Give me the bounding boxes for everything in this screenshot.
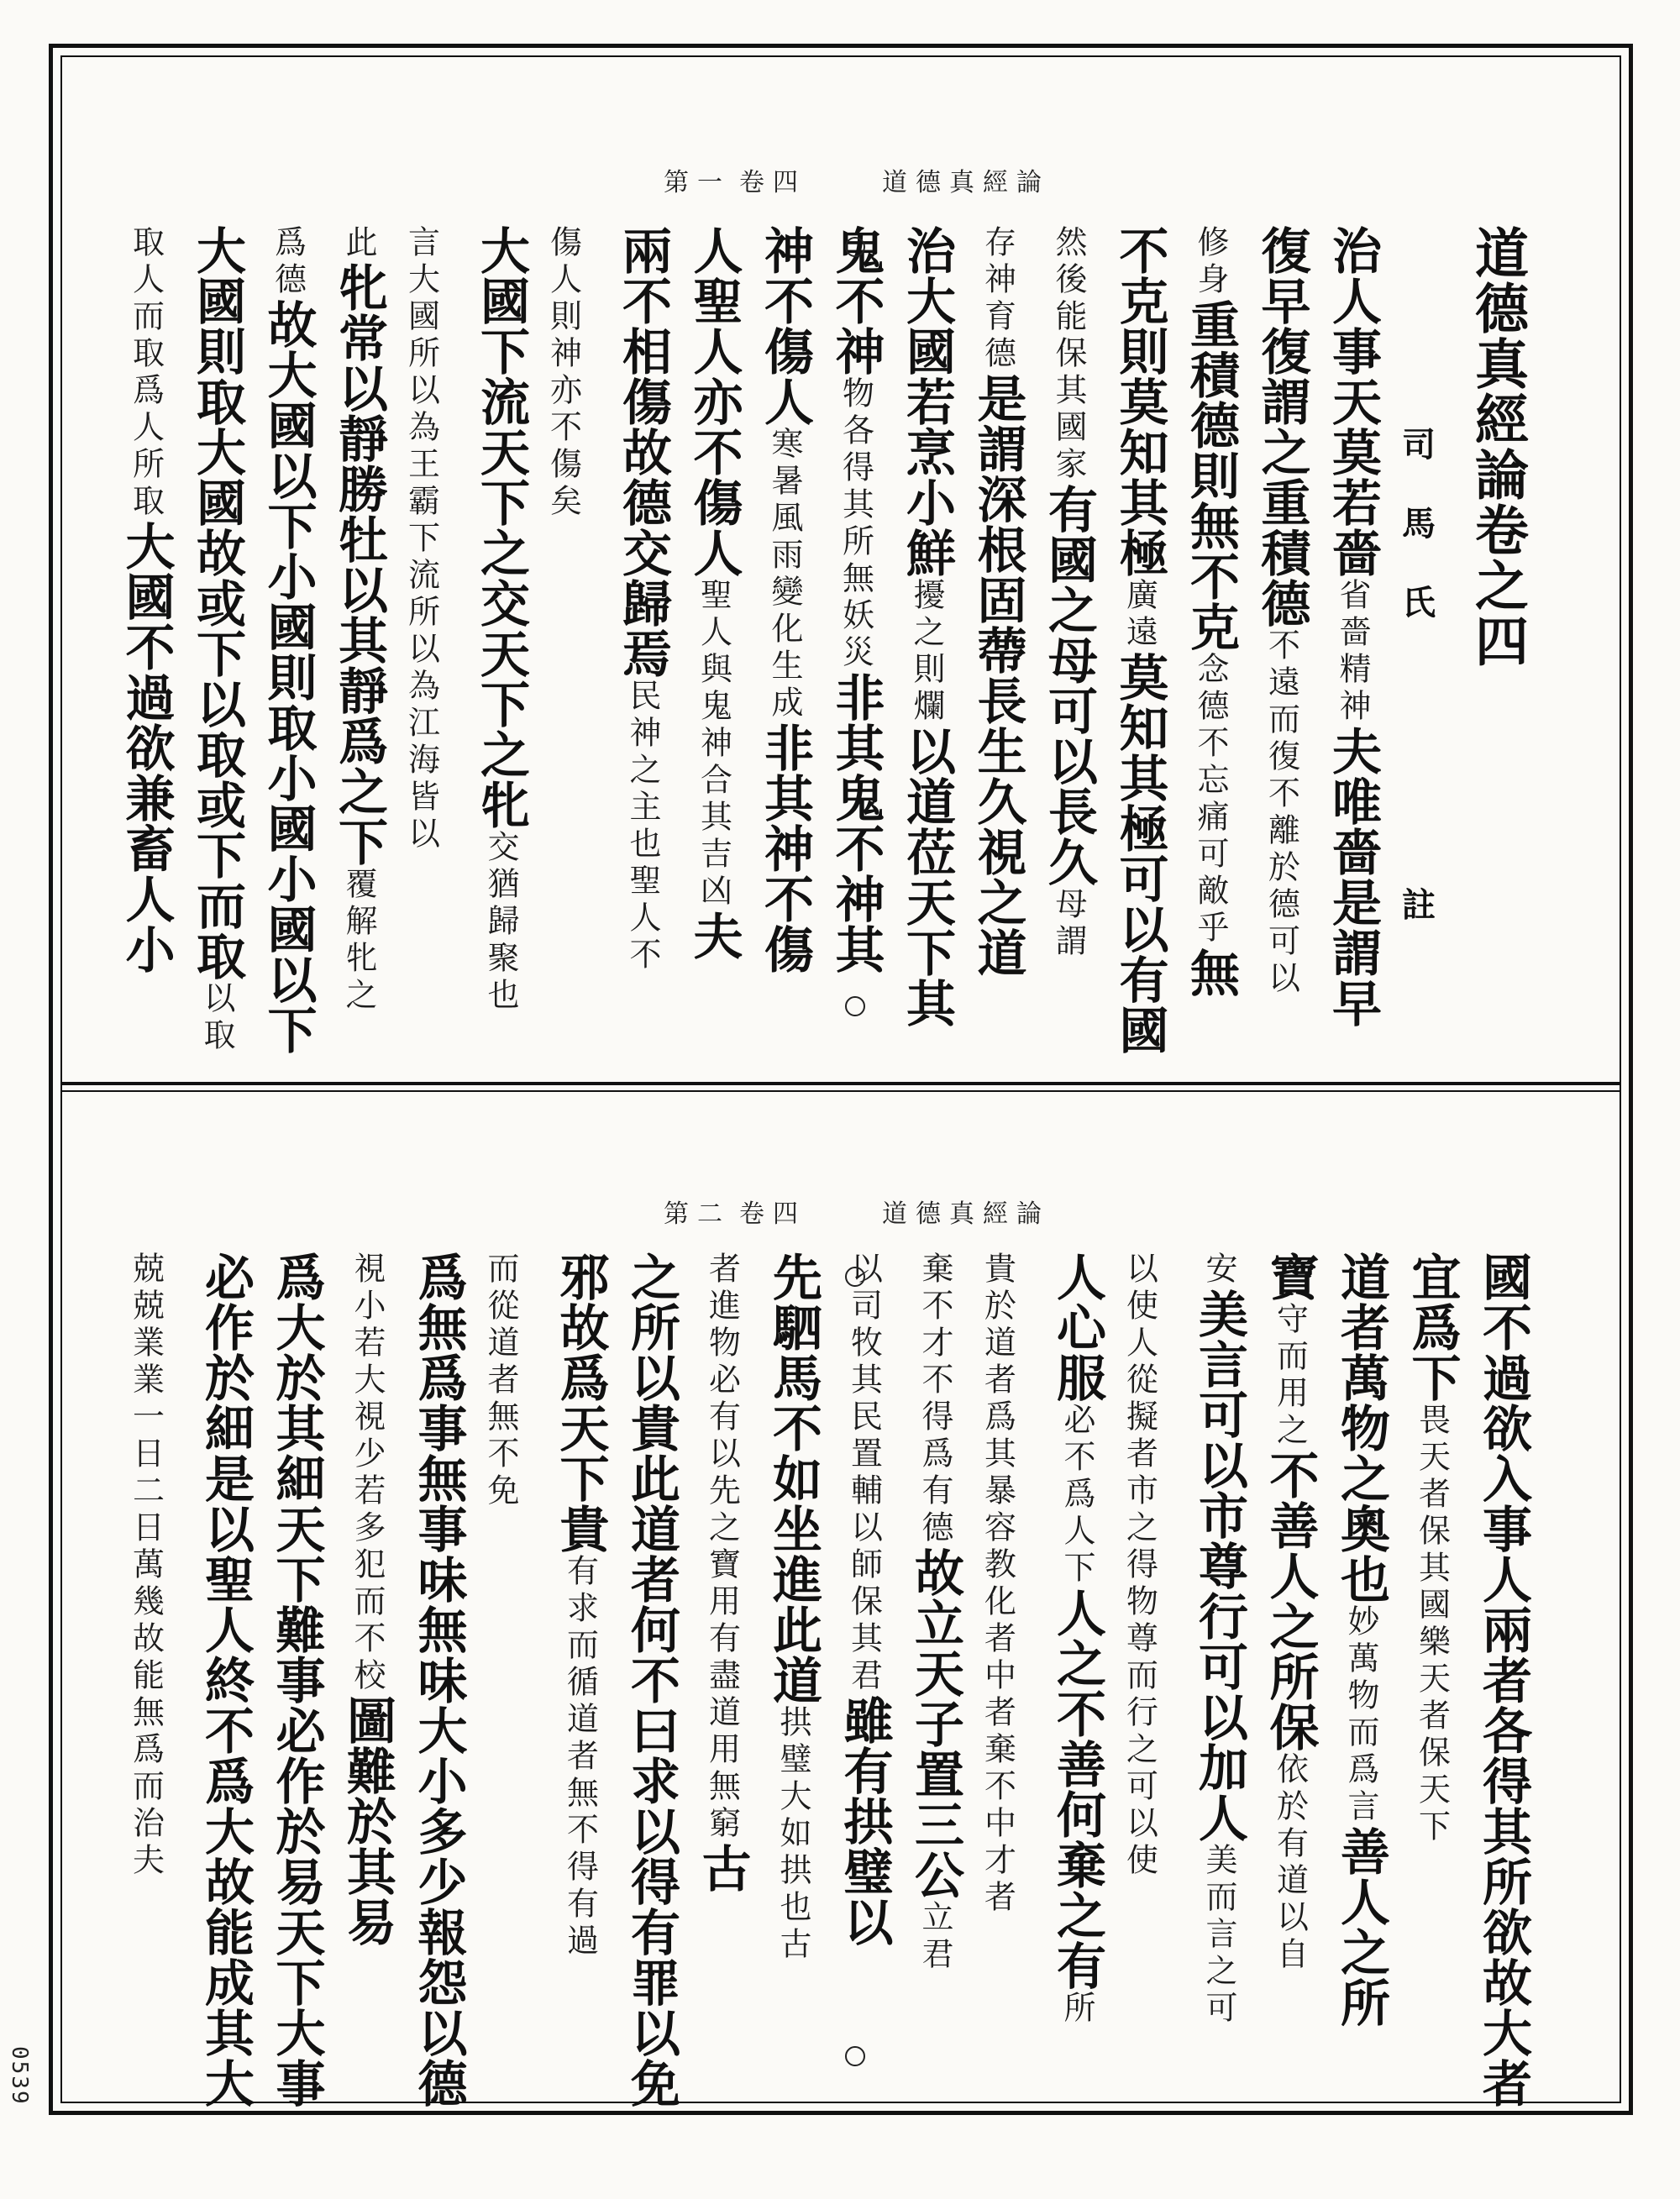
main-text: 爲大於其細天下難事必作於易天下大事 <box>267 1252 326 2108</box>
circle-mark <box>845 996 865 1016</box>
commentary-text: 寒暑風雨變化生成 <box>766 427 803 722</box>
commentary-text: 取人而取爲人所取 <box>127 225 165 521</box>
commentary-text: 然後能保其國家 <box>1050 225 1087 484</box>
text-column <box>544 225 582 521</box>
panel-divider-inner <box>60 1090 1621 1092</box>
main-text: 先駟馬不如坐進此道 <box>764 1252 822 1705</box>
header-page: 第二 <box>664 1199 731 1229</box>
commentary-text: 傷人則神亦不傷矣 <box>544 225 582 521</box>
text-column <box>472 225 530 1015</box>
text-column <box>330 225 388 1015</box>
text-column <box>267 1252 326 2108</box>
commentary-text: 以使人從擬者市之得物尊而行之可以使 <box>1121 1252 1158 1880</box>
text-column <box>402 225 440 853</box>
main-text: 宜爲下 <box>1403 1252 1462 1403</box>
chapter-title <box>1466 225 1529 669</box>
commentary-text: 民神之主也聖人不 <box>624 679 661 974</box>
commentary-text: 廣遠 <box>1121 578 1158 652</box>
text-column <box>685 225 743 961</box>
text-column <box>339 1252 396 1947</box>
commentary-text: 安 <box>1200 1252 1237 1288</box>
text-column <box>1324 225 1382 1028</box>
text-column <box>693 1252 752 1893</box>
commentary-text: 畏天者保其國樂天者保天下 <box>1413 1403 1451 1846</box>
main-text: 復早復謂之重積德 <box>1252 225 1311 628</box>
main-text: 之所以貴此道者何不曰求以得有罪以免 <box>622 1252 680 2108</box>
commentary-text: 必不爲人下 <box>1058 1403 1095 1588</box>
commentary-text: 以司牧其民置輔以師保其君 <box>845 1252 883 1695</box>
header-page: 第一 <box>664 168 731 197</box>
text-column <box>898 225 956 1028</box>
main-text: 有國之母可以長久 <box>1040 484 1098 887</box>
main-text: 神不傷人 <box>756 225 814 427</box>
text-column <box>835 1252 894 1947</box>
text-column <box>969 225 1027 978</box>
header-volume: 卷四 <box>739 1199 806 1229</box>
commentary-text: 存神育德 <box>979 225 1016 373</box>
commentary-text: 貴於道者爲其暴容教化者中者棄不中才者 <box>979 1252 1016 1917</box>
text-column <box>756 225 814 974</box>
text-column <box>482 1252 519 1510</box>
commentary-text: 擾之則爛 <box>908 578 945 726</box>
text-column <box>197 1252 255 2108</box>
commentary-text: 有求而循道者無不得有過 <box>561 1554 599 1960</box>
commentary-text: 母謂 <box>1050 887 1087 961</box>
commentary-text: 爲德 <box>269 225 307 299</box>
main-text: 牝常以靜勝牡以其靜爲之下 <box>330 262 388 867</box>
main-text: 國不過欲入事人兩者各得其所欲故大者 <box>1474 1252 1532 2108</box>
main-text: 夫唯嗇是謂早 <box>1324 726 1382 1028</box>
commentary-text: 物各得其所無妖災 <box>837 376 874 672</box>
commentary-text: 言大國所以為王霸下流所以為江海皆以 <box>402 225 440 853</box>
circle-mark <box>845 237 865 257</box>
main-text: 善人之所 <box>1332 1826 1390 2028</box>
text-column <box>259 225 318 1055</box>
text-column <box>188 225 246 1055</box>
main-text: 莫知其極可以有國 <box>1110 652 1169 1055</box>
running-header-bottom <box>664 1193 1058 1230</box>
main-text: 無 <box>1182 947 1240 998</box>
main-text: 大國則取大國故或下以取或下而取 <box>188 225 246 981</box>
commentary-text: 此 <box>340 225 377 262</box>
text-column <box>622 1252 680 2108</box>
main-text: 必作於細是以聖人終不爲大故能成其大 <box>197 1252 255 2108</box>
commentary-text: 省嗇精神 <box>1334 578 1371 726</box>
main-text: 古 <box>693 1843 752 1893</box>
text-column <box>827 225 885 974</box>
main-text: 以道莅天下其 <box>898 726 956 1028</box>
text-column <box>1403 1252 1462 1846</box>
text-column <box>127 1252 165 1880</box>
author-text: 司 馬 氏 <box>1396 427 1436 635</box>
circle-mark <box>845 2046 865 2066</box>
text-column <box>1121 1252 1158 1880</box>
main-text: 非其神不傷 <box>756 722 814 974</box>
text-column <box>1261 1252 1320 1974</box>
commentary-text: 立君 <box>916 1900 953 1974</box>
main-text: 圖難於其易 <box>339 1695 396 1947</box>
commentary-text: 拱璧大如拱也古 <box>774 1705 811 1964</box>
main-text: 人聖人亦不傷人 <box>685 225 743 578</box>
main-text: 邪故爲天下貴 <box>551 1252 610 1554</box>
text-column <box>1474 1252 1532 2108</box>
main-text: 不克則莫知其極 <box>1110 225 1169 578</box>
commentary-text: 修身 <box>1192 225 1229 299</box>
main-text: 鬼不神 <box>827 225 885 376</box>
main-text: 非其鬼不神其 <box>827 672 885 974</box>
commentary-text: 不遠而復不離於德可以 <box>1263 628 1300 998</box>
main-text: 人之不善何棄之有 <box>1048 1588 1106 1991</box>
commentary-text: 視小若大視少若多犯而不校 <box>349 1252 386 1695</box>
header-book: 道德真經論 <box>882 1199 1050 1229</box>
panel-divider <box>60 1082 1621 1085</box>
main-text: 爲無爲事無事味無味大小多少報怨以德 <box>409 1252 468 2108</box>
main-text: 重積德則無不克 <box>1182 299 1240 652</box>
main-text: 治人事天莫若嗇 <box>1324 225 1382 578</box>
main-text: 美言可以市尊行可以加人 <box>1190 1288 1248 1843</box>
commentary-text: 者進物必有以先之寶用有盡道用無窮 <box>703 1252 741 1843</box>
text-column <box>764 1252 822 1964</box>
commentary-text: 以取 <box>198 981 235 1055</box>
author-text: 註 <box>1396 886 1436 937</box>
commentary-text: 棄不才不得爲有德 <box>916 1252 953 1547</box>
header-book: 道德真經論 <box>882 168 1050 197</box>
commentary-text: 依於有道以自 <box>1271 1752 1309 1974</box>
text-column <box>1110 225 1169 1055</box>
author-line <box>1396 427 1436 937</box>
commentary-text: 聖人與鬼神合其吉凶 <box>695 578 732 911</box>
text-column <box>409 1252 468 2108</box>
commentary-text: 覆解牝之 <box>340 867 377 1015</box>
main-text: 夫 <box>685 911 743 961</box>
text-column <box>117 225 176 974</box>
commentary-text: 交猶歸聚也 <box>482 830 519 1015</box>
text-column <box>614 225 672 974</box>
main-text: 大國下流天下之交天下之牝 <box>472 225 530 830</box>
main-text: 人心服 <box>1048 1252 1106 1403</box>
main-text: 故立天子置三公 <box>906 1547 964 1900</box>
text-column <box>1048 1252 1106 2028</box>
header-volume: 卷四 <box>739 168 806 197</box>
main-text: 大國不過欲兼畜人小 <box>117 521 176 974</box>
circle-mark <box>845 1267 865 1287</box>
main-text: 是謂深根固蔕長生久視之道 <box>969 373 1027 978</box>
main-text: 寶 <box>1261 1252 1320 1302</box>
text-column <box>1332 1252 1390 2028</box>
text-column <box>1182 225 1240 998</box>
main-text: 兩不相傷故德交歸焉 <box>614 225 672 679</box>
text-column <box>1190 1252 1248 2028</box>
main-text: 不善人之所保 <box>1261 1450 1320 1752</box>
commentary-text: 而從道者無不免 <box>482 1252 519 1510</box>
text-column <box>1040 225 1098 961</box>
commentary-text: 所 <box>1058 1991 1095 2028</box>
text-column <box>979 1252 1016 1917</box>
text-column <box>1252 225 1311 998</box>
main-text: 道者萬物之奧也 <box>1332 1252 1390 1604</box>
margin-page-number: 0539 <box>7 2046 32 2106</box>
text-column <box>906 1252 964 1974</box>
main-text: 故大國以下小國則取小國小國以下 <box>259 299 318 1055</box>
commentary-text: 美而言之可 <box>1200 1843 1237 2028</box>
commentary-text: 妙萬物而爲言 <box>1342 1604 1379 1826</box>
running-header-top <box>664 161 1058 198</box>
commentary-text: 念德不忘痛可敵乎 <box>1192 652 1229 947</box>
commentary-text: 兢兢業業一日二日萬幾故能無爲而治夫 <box>127 1252 165 1880</box>
text-column <box>551 1252 610 1960</box>
main-text: 治大國若烹小鮮 <box>898 225 956 578</box>
main-text: 雖有拱璧以 <box>835 1695 894 1947</box>
commentary-text: 守而用之 <box>1271 1302 1309 1450</box>
title-text: 道德真經論卷之四 <box>1466 225 1529 669</box>
